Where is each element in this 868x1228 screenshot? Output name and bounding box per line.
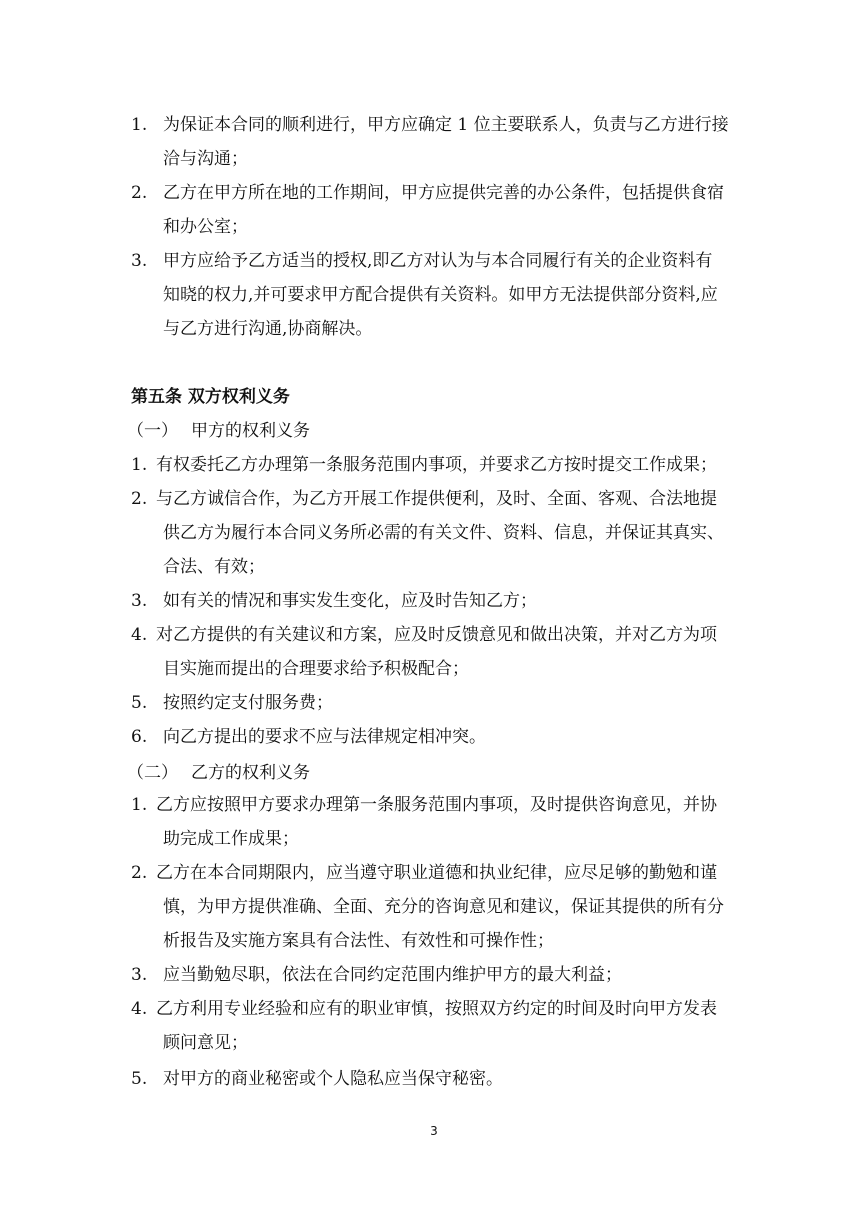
- list-item: [131, 720, 751, 754]
- list-text: 对乙方提供的有关建议和方案，应及时反馈意见和做出决策，并对乙方为项: [156, 625, 717, 645]
- list-number: 1.: [131, 455, 148, 475]
- list-text: 乙方应按照甲方要求办理第一条服务范围内事项，及时提供咨询意见，并协: [156, 795, 717, 815]
- list-item: [131, 856, 751, 890]
- list-text: 按照约定支付服务费；: [163, 693, 333, 713]
- list-text: 乙方在本合同期限内，应当遵守职业道德和执业纪律，应尽足够的勤勉和谨: [156, 863, 717, 883]
- list-number: 2.: [131, 489, 148, 509]
- section-title: 甲方的权利义务: [191, 421, 310, 441]
- list-text-continuation: 析报告及实施方案具有合法性、有效性和可操作性；: [163, 931, 554, 951]
- list-text: 甲方应给予乙方适当的授权,即乙方对认为与本合同履行有关的企业资料有: [163, 251, 713, 271]
- section-title: 乙方的权利义务: [191, 763, 310, 783]
- list-text: 与乙方诚信合作，为乙方开展工作提供便利，及时、全面、客观、合法地提: [156, 489, 717, 509]
- list-text: 应当勤勉尽职，依法在合同约定范围内维护甲方的最大利益；: [163, 965, 622, 985]
- list-number: 3.: [131, 965, 148, 985]
- list-number: 2.: [131, 183, 148, 203]
- list-text-continuation: 助完成工作成果；: [163, 829, 299, 849]
- list-text-continuation: 知晓的权力,并可要求甲方配合提供有关资料。如甲方无法提供部分资料,应: [163, 285, 718, 305]
- list-text: 乙方在甲方所在地的工作期间，甲方应提供完善的办公条件，包括提供食宿: [163, 183, 724, 203]
- list-item: [131, 482, 751, 516]
- list-number: 6.: [131, 727, 148, 747]
- section-paren: （二）: [127, 763, 178, 783]
- list-item: [131, 958, 751, 992]
- list-number: 4.: [131, 625, 148, 645]
- section-heading: [127, 756, 310, 790]
- list-number: 2.: [131, 863, 148, 883]
- list-text-continuation: 和办公室；: [163, 217, 248, 237]
- list-text: 向乙方提出的要求不应与法律规定相冲突。: [163, 727, 486, 747]
- list-text: 有权委托乙方办理第一条服务范围内事项，并要求乙方按时提交工作成果；: [156, 455, 717, 475]
- section-paren: （一）: [127, 421, 178, 441]
- list-number: 3.: [131, 591, 148, 611]
- list-text: 乙方利用专业经验和应有的职业审慎，按照双方约定的时间及时向甲方发表: [156, 999, 717, 1019]
- list-item: [131, 244, 751, 278]
- list-number: 5.: [131, 1069, 148, 1089]
- page-number: 3: [430, 1124, 438, 1138]
- list-item: [131, 1062, 751, 1096]
- list-text-continuation: 顾问意见；: [163, 1033, 248, 1053]
- list-text-continuation: 合法、有效；: [163, 557, 265, 577]
- list-text: 对甲方的商业秘密或个人隐私应当保守秘密。: [163, 1069, 503, 1089]
- section-heading: [127, 414, 310, 448]
- list-text-continuation: 目实施而提出的合理要求给予积极配合；: [163, 659, 469, 679]
- list-item: [131, 788, 751, 822]
- list-number: 1.: [131, 115, 148, 135]
- list-text-continuation: 供乙方为履行本合同义务所必需的有关文件、资料、信息，并保证其真实、: [163, 523, 724, 543]
- list-text-continuation: 与乙方进行沟通,协商解决。: [163, 319, 373, 339]
- list-item: [131, 618, 751, 652]
- list-text-continuation: 慎，为甲方提供准确、全面、充分的咨询意见和建议，保证其提供的所有分: [163, 897, 724, 917]
- article-heading: 第五条 双方权利义务: [131, 387, 290, 407]
- list-text: 为保证本合同的顺利进行，甲方应确定 1 位主要联系人，负责与乙方进行接: [163, 115, 729, 135]
- list-item: [131, 584, 751, 618]
- list-item: [131, 992, 751, 1026]
- list-number: 5.: [131, 693, 148, 713]
- list-item: [131, 108, 751, 142]
- list-item: [131, 176, 751, 210]
- list-text-continuation: 洽与沟通；: [163, 149, 248, 169]
- list-text: 如有关的情况和事实发生变化，应及时告知乙方；: [163, 591, 537, 611]
- list-number: 1.: [131, 795, 148, 815]
- list-number: 4.: [131, 999, 148, 1019]
- list-number: 3.: [131, 251, 148, 271]
- list-item: [131, 686, 751, 720]
- list-item: [131, 448, 751, 482]
